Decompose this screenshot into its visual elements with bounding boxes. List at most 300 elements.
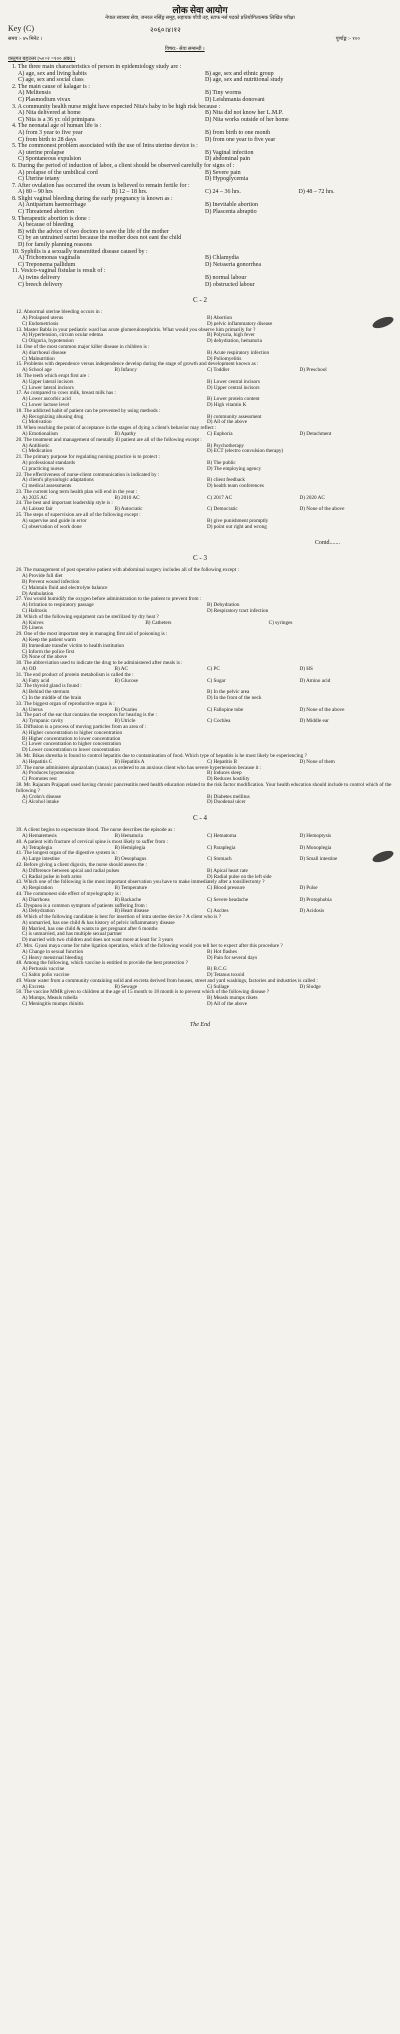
answer-options [12, 255, 392, 268]
answer-option: D) obstructed labour [205, 281, 255, 288]
answer-option: A) Uterus [22, 706, 43, 713]
answer-option: A) Tetraplegia [22, 844, 52, 851]
question-text: 36. Mr. Bikas shrestha is found to control hepatitis due to contamination of food. Which type of hepatitis is he most likely be experiencing ? [16, 752, 307, 759]
answer-option: B) Hemiplegia [114, 844, 146, 851]
answer-option: A) Trichomonas vaginalis [18, 255, 81, 262]
answer-option: D) dehydration, hematuria [207, 338, 262, 345]
question-text: 29. One of the most important step in managing first aid of poisoning is : [16, 631, 168, 638]
answer-option: C) Euphoria [207, 430, 233, 437]
question-text: 32. The thyroid gland is found : [16, 683, 82, 690]
answer-option: D) Neisseria gonorrhea [205, 261, 261, 268]
question-text: 16. The teeth which erupt first are : [16, 372, 90, 379]
question-block [0, 64, 400, 288]
answer-option: A) Mumps, Measls rubella [22, 995, 78, 1002]
answer-option: C) observation of work done [22, 523, 82, 530]
answer-option: D) None of the above [299, 506, 345, 513]
question-item [16, 754, 392, 766]
answer-option: C) Democratic [207, 506, 238, 513]
answer-option: B) Hepatitis A [114, 758, 145, 765]
answer-option: A) Diarrhoea [22, 896, 50, 903]
answer-option: D) 2020 AC [299, 494, 325, 501]
answer-option: C) Malnutrition [22, 355, 55, 362]
answer-option: B) 12 – 18 hrs. [111, 189, 148, 196]
answer-option: D) Amino acid [299, 677, 331, 684]
answer-option: D) Radial pulse on the left side [207, 873, 272, 880]
answer-option: B) Glucose [114, 677, 138, 684]
answer-option: D) Linens [22, 625, 43, 632]
answer-option: C) Alcohol intake [22, 799, 59, 806]
answer-option: D) Poliomyelitis [207, 355, 242, 362]
answer-option: C) Meningitis mumps rhinitis [22, 1001, 84, 1008]
continued-note: Contd....... [314, 540, 340, 547]
question-item [12, 104, 392, 124]
question-text: 13. Master Babla in your pediatric ward has acute glomerulonephritis. What would you observe him primarily for ? [16, 326, 256, 333]
answer-option: A) unmarried, has one child & has history of pelvic inflammatory disease [22, 919, 175, 926]
answer-option: C) Maintain fluid and electrolyte balance [22, 584, 108, 591]
question-item [12, 249, 392, 269]
answer-option: B) Catheters [145, 619, 172, 626]
answer-option: D) Preschool [299, 367, 327, 374]
answer-key-label: Key (C) [8, 24, 34, 33]
answer-option: A) Keep the patient warm [22, 637, 76, 644]
question-text: 47. Mrs. Gyani maya come for tube ligation operation, which of the following would you tell her to expect after this procedure ? [16, 943, 283, 950]
answer-option: D) from one year to five year [205, 136, 276, 143]
answer-option: D) High vitamin K [207, 401, 247, 408]
answer-option: D) Duodenal ulcer [207, 799, 246, 806]
answer-options [16, 316, 392, 328]
answer-option: C) is unmarried, and has multiple sexual partner [22, 931, 122, 938]
answer-options [12, 90, 392, 103]
question-text: 35. Diffusion is a process of moving particles from an area of : [16, 723, 147, 730]
instruction-line: वस्तुगत बहुउत्तर (५०×२ =१०० अंक) । [8, 57, 76, 62]
answer-option: B) B.C.G [207, 966, 227, 973]
section-heading: C - 2 [193, 296, 207, 305]
answer-option: C) Endometriosis [22, 320, 59, 327]
section-heading: C - 3 [193, 554, 207, 563]
question-text: 26. The management of post operative patient with abdominal surgery includes all of the following except : [16, 567, 239, 574]
question-text: 8. Slight vaginal bleeding during the early pregnancy is known as : [12, 195, 173, 202]
answer-option: A) OD [22, 666, 37, 673]
question-text: 28. Which of the following equipment can be sterilized by dry heat ? [16, 613, 159, 620]
question-text: 44. The commonest side effect of myelography is : [16, 890, 122, 897]
answer-option: B) Abortion [207, 314, 232, 321]
answer-option: A) twins delivery [18, 275, 60, 281]
question-item [12, 216, 392, 249]
answer-option: A) supervise and guide in error [22, 517, 87, 524]
question-item [16, 766, 392, 783]
question-text: 25. The steps of supervision are all of the following except : [16, 512, 141, 519]
answer-option: A) Large intestine [22, 856, 60, 863]
question-text: 23. The current long term health plan will end in the year : [16, 488, 138, 495]
answer-option: A) diarrhoeal disease [22, 349, 67, 356]
question-item [16, 961, 392, 978]
question-item [12, 268, 392, 288]
question-item [16, 863, 392, 880]
question-item [12, 123, 392, 143]
answer-option: D) Middle ear [299, 718, 329, 725]
question-item [16, 684, 392, 701]
answer-option: C) Blood pressure [207, 885, 245, 892]
answer-option: A) Tympanic cavity [22, 718, 64, 725]
question-text: 40. A patient with fracture of cervical spine is most likely to suffer from : [16, 838, 168, 845]
answer-option: C) Lower lactose level [22, 401, 70, 408]
answer-option: A) Produces hypotension [22, 770, 75, 777]
answer-option: A) professional standards [22, 459, 76, 466]
answer-option: D) Detachment [299, 430, 332, 437]
question-text: 6. During the period of induction of labor, a client should be observed carefully for signs of : [12, 162, 235, 169]
answer-option: B) In the pelvic area [207, 689, 250, 696]
answer-option: C) Medication [22, 448, 53, 455]
answer-option: C) Nita is a 36 yr. old primipara [18, 116, 95, 123]
answer-option: D) HS [299, 666, 313, 673]
answer-option: A) Prolapsed uterus [22, 314, 64, 321]
answer-option: D) Small intestine [299, 856, 338, 863]
answer-option: C) Plasmodium vivax [18, 96, 71, 103]
answer-options [16, 461, 392, 473]
question-text: 2. The main cause of kalagar is : [12, 83, 90, 90]
question-text: 15. Problems with dependence versus independence develop during the stage of growth and development known as : [16, 361, 259, 368]
answer-options [12, 110, 392, 123]
question-item [12, 143, 392, 163]
question-item [16, 725, 392, 754]
answer-option: C) Sabin polio vaccine [22, 972, 70, 979]
question-text: 14. One of the most common major killer disease in children is : [16, 343, 150, 350]
question-item [16, 391, 392, 408]
answer-option: D) All of the above [207, 419, 248, 426]
answer-option: C) Uterine tetany [18, 176, 60, 183]
answer-option: C) age, sex and social class [18, 77, 84, 84]
answer-option: A) because of bleeding [18, 222, 74, 229]
answer-option: A) Provide full diet [22, 573, 63, 580]
answer-option: A) Knives [22, 619, 44, 626]
answer-option: B) Hot flashes [207, 948, 237, 955]
answer-options [12, 150, 392, 163]
answer-option: C) Treponema pallidum [18, 261, 76, 268]
question-block [0, 568, 400, 806]
answer-option: D) pelvic inflammatory disease [207, 320, 273, 327]
answer-option: A) Upper lateral incisors [22, 378, 74, 385]
answer-option: D) abdominal pain [205, 156, 250, 163]
answer-options [12, 275, 392, 288]
answer-option: B) Psychotherapy [207, 442, 245, 449]
question-text: 5. The commonest problem associated with the use of Intra uterine device is : [12, 143, 198, 150]
answer-option: D) Protophobia [299, 896, 332, 903]
question-text: 39. A client begins to expectorate blood. The nurse describes the episode as : [16, 827, 176, 834]
answer-option: B) Lower protein content [207, 396, 260, 403]
answer-option: D) Tetanus toxoid [207, 972, 245, 979]
answer-option: A) Melitensis [18, 90, 51, 97]
answer-option: C) Promotes rest [22, 776, 57, 783]
answer-option: B) Ovaries [114, 706, 138, 713]
answer-option: A) Hypertension, circum ocular edema [22, 332, 103, 339]
answer-option: B) client feedback [207, 477, 246, 484]
answer-option: C) 2017 AC [207, 494, 233, 501]
question-text: 31. The end product of protein metabolism is called the : [16, 671, 134, 678]
question-item [16, 513, 392, 530]
question-text: 34. The part of the ear that contains the receptors for hearing is the : [16, 712, 157, 719]
answer-option: B) Polyuria, high fever [207, 332, 255, 339]
answer-option: D) Ambulation [22, 590, 54, 597]
answer-option: B) Backache [114, 896, 142, 903]
question-item [16, 990, 392, 1007]
answer-option: A) School age [22, 367, 52, 374]
exam-date: २०६०।४।१२ [150, 26, 181, 34]
answer-option: D) Nita works outside of her home [205, 116, 289, 123]
answer-option: D) health team conferences [207, 483, 264, 490]
answer-option: B) community assessment [207, 413, 262, 420]
answer-options [16, 996, 392, 1008]
answer-option: C) Fallopine tube [207, 706, 244, 713]
question-text: 21. The primary purpose for regulating nursing practice is to protect : [16, 454, 160, 461]
question-item [16, 473, 392, 490]
answer-option: B) Autocratic [114, 506, 143, 513]
answer-option: A) Antibiotic [22, 442, 50, 449]
answer-option: A) 2025 AC [22, 494, 48, 501]
answer-option: C) Paraplegia [207, 844, 236, 851]
answer-option: A) Difference between apical and radial pulses [22, 867, 120, 874]
answer-option: B) normal labour [205, 275, 247, 281]
answer-option: C) Cochlea [207, 718, 231, 725]
answer-option: B) Sewage [114, 983, 138, 990]
question-text: 46. Which of the following candidate is best for insertion of intra uterine device ? A client who is ? [16, 914, 222, 921]
answer-option: A) Lower ascorbic acid [22, 396, 71, 403]
answer-option: B) Inevitable abortion [205, 202, 258, 209]
answer-option: D) Pain for several days [207, 954, 258, 961]
answer-option: B) 2010 AC [114, 494, 140, 501]
answer-option: C) Threatened abortion [18, 209, 74, 216]
answer-option: D) Hemoptysis [299, 832, 332, 839]
answer-option: A) Change in sexual function [22, 948, 84, 955]
answer-option: B) Apathy [114, 430, 136, 437]
answer-option: A) Fatty acid [22, 677, 50, 684]
answer-option: A) Hematemesis [22, 832, 57, 839]
answer-option: C) PC [207, 666, 220, 673]
answer-option: D) Hypoglycemia [205, 176, 249, 183]
answer-option: D) Reduces hostility [207, 776, 250, 783]
question-text: 11. Vesico-vaginal fistulae is result of : [12, 268, 106, 275]
answer-option: B) Utricle [114, 718, 136, 725]
question-text: 9. Therapeutic abortion is done : [12, 215, 90, 222]
answer-options [12, 189, 392, 196]
answer-option: B) Higher concentration to lower concentration [22, 735, 121, 742]
answer-options [16, 795, 392, 807]
question-item [16, 944, 392, 961]
answer-option: D) Acidosis [299, 908, 325, 915]
answer-option: A) client's physiologic adaptations [22, 477, 94, 484]
answer-option: A) Pertussis vaccine [22, 966, 65, 973]
exam-header [0, 3, 400, 22]
question-block [0, 310, 400, 530]
answer-option: D) Leishmania donovani [205, 96, 265, 103]
question-text: 38. Mr. Rajaram Prajapati used having chronic pancreatitis need health education related to the risk factor modification. Your health education should include to control which of the following ? [16, 781, 392, 794]
answer-option: D) for family planning reasons [18, 242, 92, 249]
answer-option: A) Recognizing abusing drug [22, 413, 84, 420]
question-text: 20. The treatment and management of mentally ill patient are all of the following except : [16, 436, 202, 443]
answer-option: D) None of them [299, 758, 335, 765]
answer-option: B) Nita did not know her L.M.P. [205, 110, 283, 117]
answer-option: B) Severe pain [205, 169, 241, 176]
question-item [16, 426, 392, 438]
answer-option: A) Crohn's disease [22, 793, 61, 800]
answer-option: A) Respiration [22, 885, 53, 892]
answer-option: A) Antipartum haemorrhage [18, 202, 86, 209]
question-item [16, 615, 392, 632]
answer-option: D) 48 – 72 hrs. [298, 189, 335, 196]
answer-option: D) Monoplegia [299, 844, 332, 851]
answer-option: A) Emotionalism [22, 430, 58, 437]
section-heading: C - 4 [193, 814, 207, 823]
answer-option: B) Hematuria [114, 832, 143, 839]
answer-option: C) Inform the police first [22, 648, 75, 655]
question-item [12, 196, 392, 216]
question-text: 48. Among the following, which vaccine is entitled to provide the best protection ? [16, 960, 188, 967]
question-text: 24. The best and important leadership style is : [16, 500, 113, 507]
answer-option: C) Hepatitis B [207, 758, 237, 765]
answer-option: A) Higher concentration to higher concentration [22, 729, 123, 736]
answer-option: C) In the middle of the brain [22, 695, 82, 701]
question-text: 12. Abnormal uterine bleeding occurs in : [16, 309, 103, 316]
commission-title: लोक सेवा आयोग [172, 5, 228, 15]
question-item [16, 455, 392, 472]
answer-option: A) Irritation to respiratory passage [22, 602, 94, 609]
question-text: 33. The biggest organ of reproductive organ is : [16, 700, 115, 707]
question-text: 42. Before giving a client digoxin, the nurse should assess the : [16, 861, 147, 868]
answer-option: C) breech delivery [18, 281, 63, 288]
question-item [16, 409, 392, 426]
answer-option: B) Immediate transfer victim to health institution [22, 642, 124, 649]
answer-option: B) Heart disease [114, 908, 149, 915]
question-item [12, 163, 392, 183]
answer-option: A) prolapse of the umbilical cord [18, 169, 98, 176]
answer-option: A) Laissez fair [22, 506, 53, 513]
answer-option: D) married with two children and does not want more at least for 3 years [22, 937, 173, 944]
question-text: 7. After ovulation has occurred the ovum is believed to remain fertile for : [12, 182, 190, 189]
answer-options [12, 170, 392, 183]
answer-option: C) Oliguria, hypotension [22, 338, 74, 345]
answer-option: D) Sludge [299, 983, 321, 990]
question-text: 43. Which one of the following is the most important observation you have to make immediately after a tonsillectomy ? [16, 879, 265, 886]
answer-option: B) give punishment promptly [207, 517, 269, 524]
answer-option: B) Prevent wound infection [22, 579, 80, 586]
answer-option: A) from 3 year to five year [18, 129, 83, 136]
question-item [16, 310, 392, 327]
answer-option: A) 80 – 90 hrs [18, 189, 53, 196]
question-item [12, 183, 392, 196]
answer-option: B) Measls mumps rikets [207, 995, 258, 1002]
question-text: 27. You would humidify the oxygen before administration to the patient to prevent from : [16, 596, 202, 603]
answer-options [12, 130, 392, 143]
answer-option: C) Radial pulse in both arms [22, 873, 82, 880]
answer-option: A) Behind the sternum [22, 689, 70, 696]
answer-option: D) Plascenta abraptio [205, 209, 257, 216]
question-item [12, 84, 392, 104]
key-row [0, 22, 400, 56]
subject-line: विषय:- सेवा सम्बन्धी । [165, 47, 205, 52]
answer-option: D) age, sex and nutritional study [205, 77, 284, 84]
answer-option: D) Lower concentration to lower concentration [22, 747, 120, 754]
answer-option: A) Nita delivered at home [18, 110, 81, 117]
question-text: 1. The three main characteristics of person in epidemiology study are : [12, 64, 182, 70]
question-item [16, 597, 392, 614]
answer-option: C) Toddler [207, 367, 230, 374]
end-note: The End [189, 1021, 211, 1028]
answer-option: B) Acute respiratory infection [207, 349, 270, 356]
answer-option: A) Dehydration [22, 908, 55, 915]
question-text: 4. The neonatal age of human life is : [12, 123, 102, 130]
answer-option: C) Lower lateral incisors [22, 384, 74, 391]
answer-option: C) Heavy menstrual bleeding [22, 954, 83, 961]
answer-option: B) The public [207, 459, 236, 466]
answer-option: B) with the advice of two doctors to save the life of the mother [18, 228, 169, 235]
full-marks: पूर्णाङ्क :- १०० [335, 37, 360, 42]
answer-option: C) Spontaneous expulsion [18, 156, 81, 163]
answer-option: D) Upper central incisors [207, 384, 260, 391]
answer-option: D) None of the above [299, 706, 345, 713]
question-item [16, 892, 392, 904]
answer-option: C) 24 – 36 hrs. [205, 189, 241, 196]
answer-option: D) The employing agency [207, 465, 262, 472]
question-text: 30. The abbreviation used to indicate the drug to be administered after meals is : [16, 660, 183, 667]
answer-option: B) Dehydration [207, 602, 240, 609]
question-text: 17. As compared to cows milk, breast milk has : [16, 390, 116, 397]
answer-option: B) Diabetes mellitus [207, 793, 250, 800]
answer-options [12, 71, 392, 84]
question-item [16, 915, 392, 944]
answer-option: C) from birth to 28 days [18, 136, 77, 143]
answer-option: D) point out right and wrong [207, 523, 267, 530]
answer-option: D) ECT (electro convulsion therapy) [207, 448, 284, 455]
answer-option: D) Respiratory tract infection [207, 608, 269, 615]
answer-option: C) Halitosis [22, 608, 47, 615]
answer-option: B) Infancy [114, 367, 137, 374]
question-item [16, 632, 392, 661]
answer-option: B) age, sex and ethnic group [205, 70, 274, 77]
question-item [16, 328, 392, 345]
question-item [16, 438, 392, 455]
answer-option: D) Pulse [299, 885, 318, 892]
answer-option: C) Motivation [22, 419, 52, 426]
question-text: 3. A community health nurse might have expected Nita's baby to be high risk because : [12, 103, 221, 110]
answer-option: C) Sullage [207, 983, 230, 990]
answer-option: B) Tiny worms [205, 90, 242, 97]
question-block [0, 828, 400, 1008]
answer-option: C) practicing nurses [22, 465, 64, 472]
question-text: 45. Dyspnea is a common symptom of patients suffering from : [16, 902, 148, 909]
answer-option: A) uterine prolapse [18, 149, 65, 156]
answer-option: D) All of the above [207, 1001, 248, 1008]
question-text: 50. The vaccine MMR given to children at the age of 15 month to 18 month is to prevent which of the following disease ? [16, 989, 270, 996]
answer-option: C) Sugar [207, 677, 226, 684]
answer-option: D) In the front of the neck [207, 695, 262, 701]
question-item [16, 374, 392, 391]
question-text: 10. Syphilis is a sexually transmitted disease caused by : [12, 248, 148, 255]
answer-option: B) Chlamydia [205, 255, 239, 262]
answer-option: C) Lower concentration to higher concentration [22, 741, 121, 748]
answer-option: B) Temperature [114, 885, 148, 892]
exam-subtitle: नेपाल स्वास्थ्य सेवा, जनरल नर्सिङ्ग समूह, सहायक पाँचौ तह, स्टाफ नर्स पदको प्रतियोगितात्मक लिखित परीक्षा [105, 16, 295, 21]
question-item [12, 64, 392, 84]
answer-option: C) Stomach [207, 856, 232, 863]
exam-time: समय :- ४५ मिनेट । [8, 37, 42, 42]
question-text: 37. The nurse administers alprazolam (xanax) as ordered to an anxious client who has severe hypertension because it : [16, 764, 262, 771]
answer-option: B) from birth to one month [205, 129, 271, 136]
answer-option: A) Hepatitis C [22, 758, 53, 765]
answer-option: C) syringes [268, 619, 293, 626]
question-item [16, 568, 392, 597]
question-item [16, 783, 392, 806]
answer-option: B) Induces sleep [207, 770, 242, 777]
answer-option: B) Apical heart rate [207, 867, 248, 874]
